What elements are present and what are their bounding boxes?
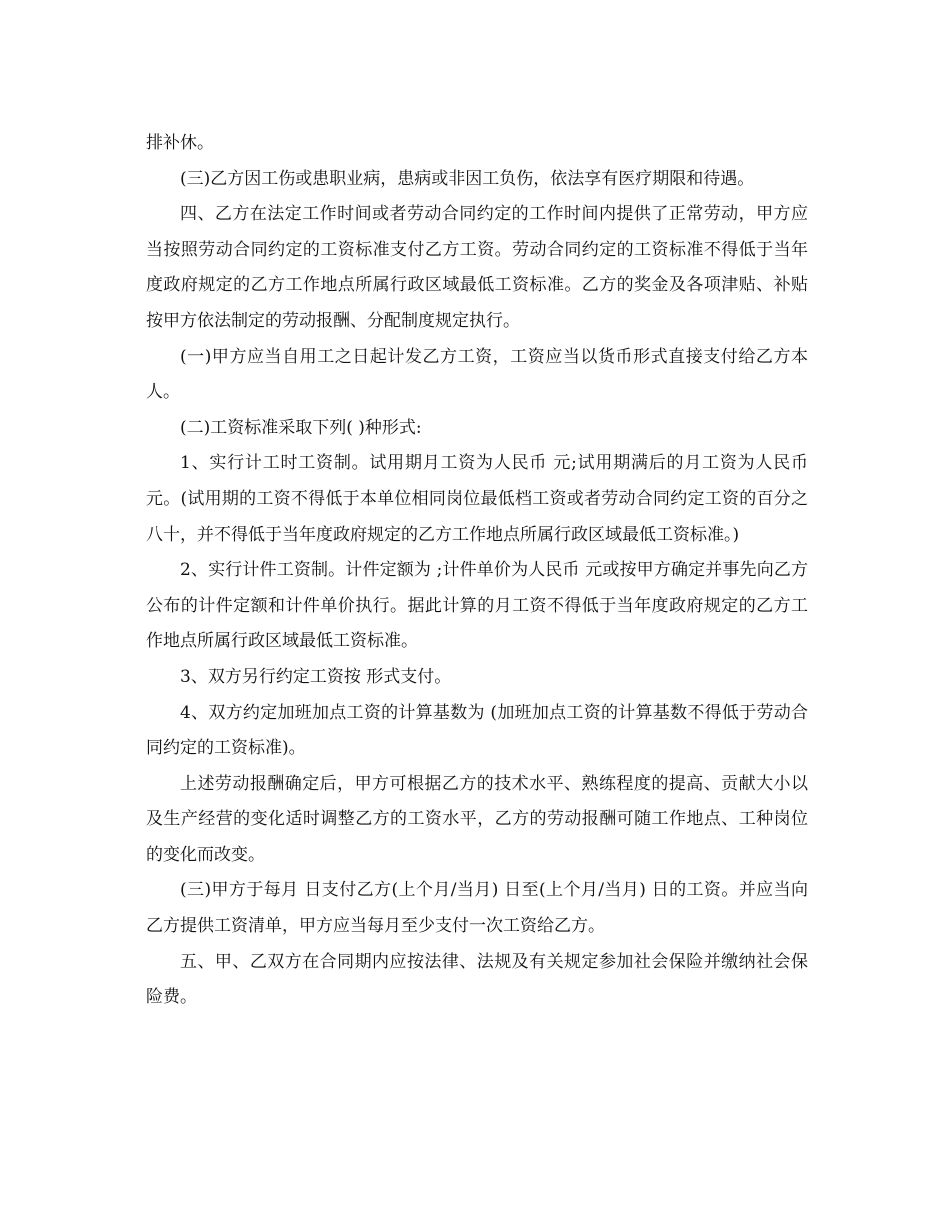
document-page	[146, 126, 808, 1016]
paragraph-10: 上述劳动报酬确定后，甲方可根据乙方的技术水平、熟练程度的提高、贡献大小以及生产经营的变化适时调整乙方的工资水平，乙方的劳动报酬可随工作地点、工种岗位的变化而改变。	[146, 773, 808, 865]
paragraph-9: 4、双方约定加班加点工资的计算基数为 (加班加点工资的计算基数不得低于劳动合同约定的工资标准)。	[146, 702, 808, 759]
paragraph-12: 五、甲、乙双方在合同期内应按法律、法规及有关规定参加社会保险并缴纳社会保险费。	[146, 951, 808, 1008]
paragraph-2: (三)乙方因工伤或患职业病，患病或非因工负伤，依法享有医疗期限和待遇。	[180, 168, 755, 189]
paragraph-5: (二)工资标准采取下列( )种形式:	[180, 417, 422, 438]
paragraph-11: (三)甲方于每月 日支付乙方(上个月/当月) 日至(上个月/当月) 日的工资。并应当向乙方提供工资清单，甲方应当每月至少支付一次工资给乙方。	[146, 880, 808, 937]
paragraph-3: 四、乙方在法定工作时间或者劳动合同约定的工作时间内提供了正常劳动，甲方应当按照劳动合同约定的工资标准支付乙方工资。劳动合同约定的工资标准不得低于当年度政府规定的乙方工作地点所属行政区域最低工资标准。乙方的奖金及各项津贴、补贴按甲方依法制定的劳动报酬、分配制度规定执行。	[146, 204, 808, 331]
paragraph-8: 3、双方另行约定工资按 形式支付。	[180, 666, 452, 687]
paragraph-7: 2、实行计件工资制。计件定额为 ;计件单价为人民币 元或按甲方确定并事先向乙方公布的计件定额和计件单价执行。据此计算的月工资不得低于当年度政府规定的乙方工作地点所属行政区域最低工资标准。	[146, 560, 808, 652]
paragraph-4: (一)甲方应当自用工之日起计发乙方工资，工资应当以货币形式直接支付给乙方本人。	[146, 346, 808, 403]
paragraph-6: 1、实行计工时工资制。试用期月工资为人民币 元;试用期满后的月工资为人民币 元。(试用期的工资不得低于本单位相同岗位最低档工资或者劳动合同约定工资的百分之八十，并不得低于当年度政府规定的乙方工作地点所属行政区域最低工资标准。)	[146, 453, 808, 545]
paragraph-1: 排补休。	[146, 133, 214, 153]
